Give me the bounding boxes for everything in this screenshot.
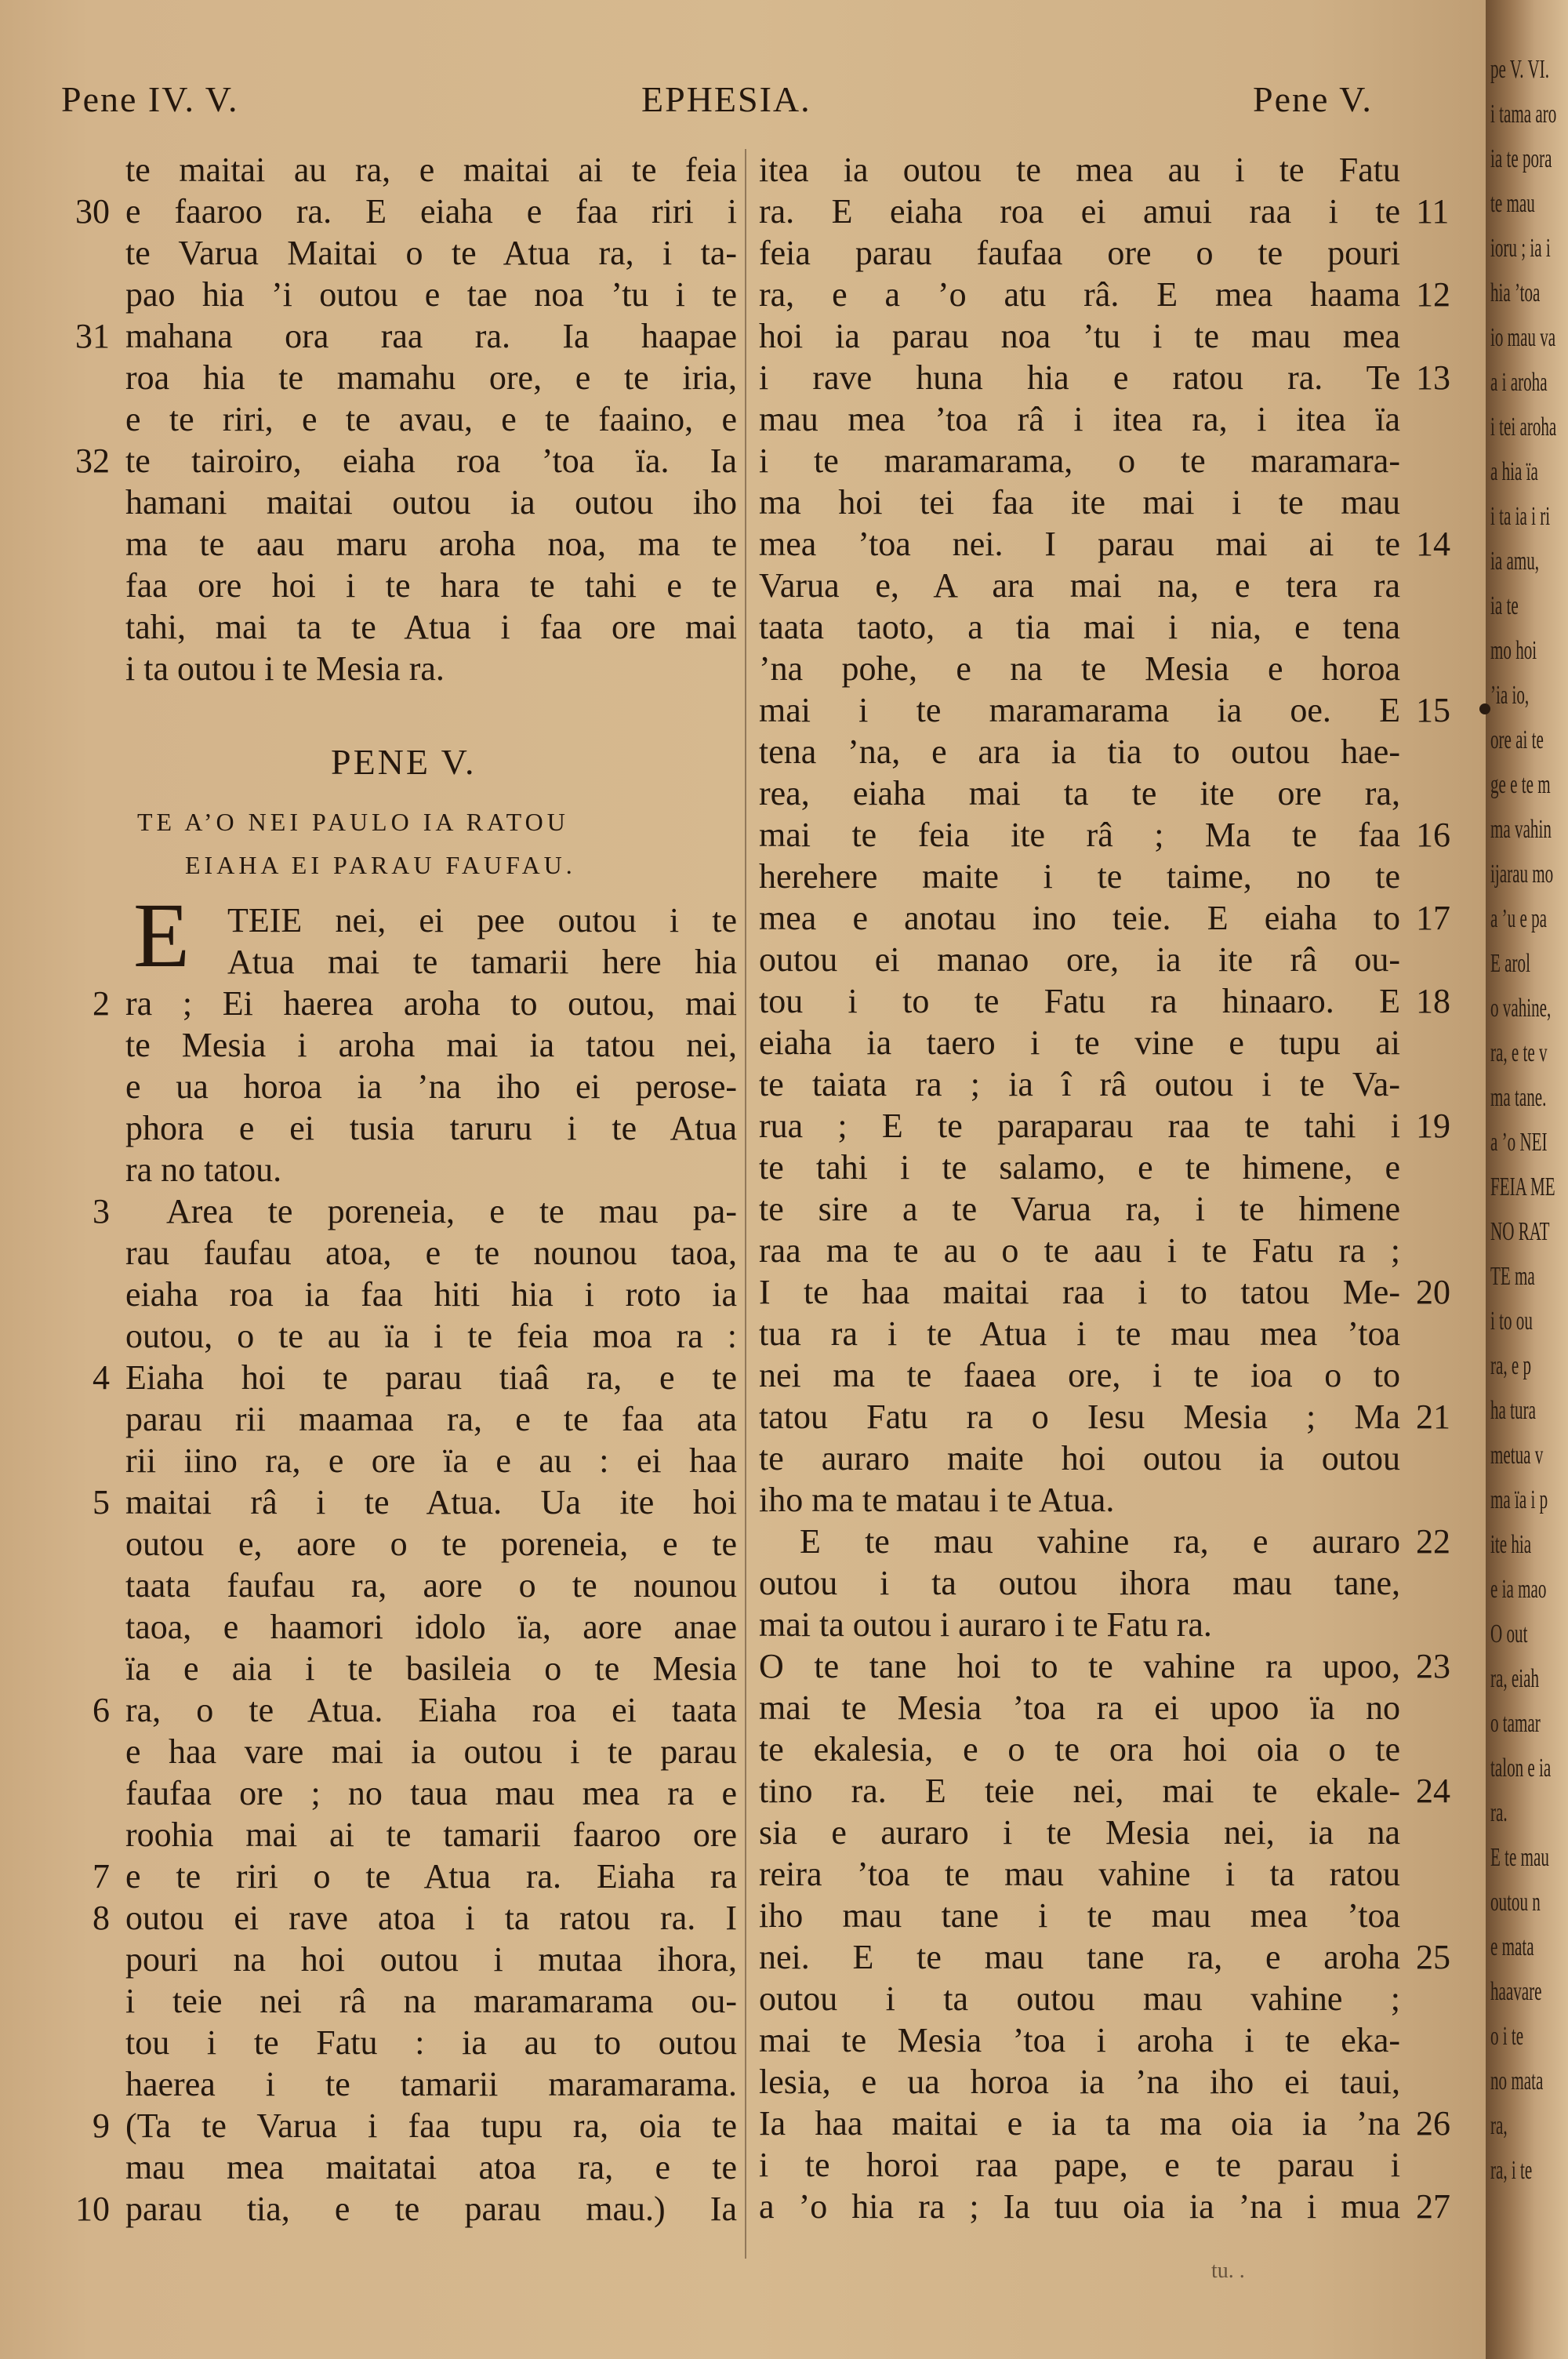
line-text: ma te aau maru aroha noa, ma te [125, 525, 737, 563]
running-head-left: Pene IV. V. [61, 79, 239, 119]
facing-page-fragment: ore ai te [1490, 725, 1544, 754]
text-line [93, 1856, 737, 1897]
line-text: I te haa maitai raa i to tatou Me- [759, 1273, 1400, 1311]
line-text: mau mea maitatai atoa ra, e te [125, 2148, 737, 2186]
text-line [759, 856, 1400, 897]
line-text: mea e anotau ino teie. E eiaha to [759, 899, 1400, 937]
text-line [125, 1731, 737, 1772]
facing-page-fragment: i to ou [1490, 1307, 1533, 1336]
facing-page-fragment: ite hia [1490, 1530, 1532, 1559]
text-line [759, 149, 1400, 191]
text-line [125, 1024, 737, 1066]
text-line [125, 1648, 737, 1689]
text-line [759, 274, 1450, 315]
facing-page-fragment: mo hoi [1490, 636, 1537, 665]
text-line [759, 1354, 1400, 1396]
line-text: outou i ta outou ihora mau tane, [759, 1564, 1400, 1602]
text-line [759, 1895, 1400, 1936]
line-text: mahana ora raa ra. Ia haapae [125, 317, 737, 355]
line-text: maitai râ i te Atua. Ua ite hoi [125, 1483, 737, 1521]
line-text: te auraro maite hoi outou ia outou [759, 1439, 1400, 1478]
line-text: E te mau vahine ra, e auraro [800, 1522, 1400, 1561]
text-line [759, 2019, 1400, 2061]
verse-number: 7 [93, 1857, 110, 1896]
line-text: ma hoi tei faa ite mai i te mau [759, 483, 1400, 522]
facing-page-fragment: e mata [1490, 1932, 1534, 1961]
facing-page-fragment: TE ma [1490, 1262, 1535, 1291]
text-line [125, 2146, 737, 2188]
facing-page-fragment: a i aroha [1490, 368, 1548, 397]
line-text: mea ’toa nei. I parau mai ai te [759, 525, 1400, 563]
text-line [75, 440, 737, 482]
chapter-title: PENE V. [331, 742, 477, 782]
line-text: lesia, e ua horoa ia ’na iho ei taui, [759, 2063, 1400, 2101]
facing-page-fragment: ijarau mo [1490, 860, 1554, 889]
text-line [125, 1066, 737, 1107]
verse-number: 31 [75, 317, 110, 355]
ink-dot [1479, 703, 1490, 714]
verse-number: 4 [93, 1358, 110, 1397]
text-line [759, 814, 1450, 856]
chapter-summary-line-2: EIAHA EI PARAU FAUFAU. [185, 851, 576, 879]
line-text: hoi ia parau noa ’tu i te mau mea [759, 317, 1400, 355]
line-text: Varua e, A ara mai na, e tera ra [759, 566, 1400, 605]
line-text: tino ra. E teie nei, mai te ekale- [759, 1772, 1400, 1810]
running-head-right: Pene V. [1253, 79, 1373, 119]
line-text: faufaa ore ; no taua mau mea ra e [125, 1774, 737, 1812]
verse-number: 6 [93, 1691, 110, 1729]
text-line [759, 1188, 1400, 1230]
facing-page-fragment: ra. [1490, 1798, 1508, 1827]
line-text: tena ’na, e ara ia tia to outou hae- [759, 732, 1400, 771]
line-text: rua ; E te paraparau raa te tahi i [759, 1107, 1400, 1145]
text-line [759, 1479, 1400, 1521]
text-line [125, 482, 737, 523]
text-line [759, 1271, 1450, 1313]
text-line [759, 1645, 1450, 1687]
facing-page-fragment: no mata [1490, 2066, 1544, 2095]
line-text: te Mesia i aroha mai ia tatou nei, [125, 1026, 737, 1064]
text-line [759, 2061, 1400, 2103]
line-text: roohia mai ai te tamarii faaroo ore [125, 1816, 737, 1854]
facing-page-fragment: ma ïa i p [1490, 1485, 1548, 1514]
facing-page-fragment: ra, i te [1490, 2156, 1533, 2185]
line-text: te tahi i te salamo, e te himene, e [759, 1148, 1400, 1187]
verse-number: 25 [1416, 1938, 1450, 1976]
text-line [125, 1939, 737, 1980]
facing-page-fragment: ia te [1490, 591, 1519, 620]
line-text: pouri na hoi outou i mutaa ihora, [125, 1940, 737, 1979]
text-line [759, 2103, 1450, 2144]
text-line [759, 1770, 1450, 1812]
facing-page-fragment: NO RAT [1490, 1217, 1550, 1246]
line-text: e te riri, e te avau, e te faaino, e [125, 400, 737, 438]
text-line [125, 1980, 737, 2022]
line-text: feia parau faufaa ore o te pouri [759, 234, 1400, 272]
line-text: mai te Mesia ’toa ra ei upoo ïa no [759, 1688, 1400, 1727]
verse-number: 13 [1416, 358, 1450, 397]
text-line [759, 1687, 1400, 1728]
line-text: rea, eiaha mai ta te ite ore ra, [759, 774, 1400, 812]
facing-page-fragment: ra, e p [1490, 1351, 1532, 1380]
verse-number: 16 [1416, 816, 1450, 854]
line-text: pao hia ’i outou e tae noa ’tu i te [125, 275, 737, 314]
facing-page-fragment: O out [1490, 1619, 1528, 1648]
text-line [125, 2063, 737, 2105]
text-line [759, 1438, 1400, 1479]
line-text: te taiata ra ; ia î râ outou i te Va- [759, 1065, 1400, 1103]
facing-page-fragment: talon e ia [1490, 1754, 1552, 1783]
text-line [759, 980, 1450, 1022]
facing-page-fragment: outou n [1490, 1888, 1541, 1917]
line-text: Atua mai te tamarii here hia [227, 943, 737, 981]
text-line [759, 648, 1400, 689]
facing-page-fragment: ioru ; ia i [1490, 234, 1551, 263]
text-line [759, 232, 1400, 274]
text-line [759, 939, 1400, 980]
text-line [759, 1313, 1400, 1354]
line-text: sia e auraro i te Mesia nei, ia na [759, 1813, 1400, 1852]
text-line [125, 565, 737, 606]
line-text: taata faufau ra, aore o te nounou [125, 1566, 737, 1605]
facing-page-fragment: ia amu, [1490, 547, 1540, 576]
line-text: roa hia te mamahu ore, e te iria, [125, 358, 737, 397]
line-text: outou e, aore o te poreneia, e te [125, 1525, 737, 1563]
line-text: mai te Mesia ’toa i aroha i te eka- [759, 2021, 1400, 2059]
text-line [125, 941, 737, 983]
text-line [125, 1814, 737, 1856]
facing-page-fragment: o i te [1490, 2022, 1524, 2051]
facing-page-edge [1486, 0, 1568, 2359]
line-text: e haa vare mai ia outou i te parau [125, 1732, 737, 1771]
facing-page-fragment: a ’u e pa [1490, 904, 1547, 933]
column-divider [745, 149, 746, 2259]
text-line [125, 1565, 737, 1606]
left-column-top [75, 149, 737, 689]
facing-page-fragment: ma vahin [1490, 815, 1552, 844]
text-line [759, 523, 1450, 565]
text-line [125, 1772, 737, 1814]
facing-page-fragment: pe V. VI. [1490, 55, 1549, 84]
text-line [125, 398, 737, 440]
line-text: haerea i te tamarii maramarama. [125, 2065, 737, 2103]
line-text: i rave huna hia e ratou ra. Te [759, 358, 1400, 397]
text-line [759, 606, 1400, 648]
verse-number: 30 [75, 192, 110, 231]
verse-number: 5 [93, 1483, 110, 1521]
line-text: nei. E te mau tane ra, e aroha [759, 1938, 1400, 1976]
line-text: e te riri o te Atua ra. Eiaha ra [125, 1857, 737, 1896]
line-text: i ta outou i te Mesia ra. [125, 649, 445, 688]
line-text: TEIE nei, ei pee outou i te [227, 901, 737, 940]
line-text: mau mea ’toa râ i itea ra, i itea ïa [759, 400, 1400, 438]
text-line [125, 357, 737, 398]
left-column-bottom [75, 900, 737, 2230]
line-text: te maitai au ra, e maitai ai te feia [125, 151, 737, 189]
facing-page-fragment: o tamar [1490, 1709, 1541, 1738]
verse-number: 32 [75, 442, 110, 480]
line-text: raa ma te au o te aau i te Fatu ra ; [759, 1231, 1400, 1270]
verse-number: 18 [1416, 982, 1450, 1020]
facing-page-fragment: io mau va [1490, 323, 1556, 352]
text-line [759, 2144, 1400, 2186]
line-text: i teie nei râ na maramarama ou- [125, 1982, 737, 2020]
line-text: parau tia, e te parau mau.) Ia [125, 2190, 737, 2228]
line-text: e ua horoa ia ’na iho ei perose- [125, 1067, 737, 1106]
text-line [125, 232, 737, 274]
line-text: mai ta outou i auraro i te Fatu ra. [759, 1605, 1212, 1644]
line-text: rau faufau atoa, e te nounou taoa, [125, 1234, 737, 1272]
text-line [125, 1315, 737, 1357]
facing-page-fragment: ra, eiah [1490, 1664, 1540, 1693]
text-line [125, 1232, 737, 1274]
line-text: mai i te maramarama ia oe. E [759, 691, 1400, 729]
text-line [125, 900, 737, 941]
line-text: te tairoiro, eiaha roa ’toa ïa. Ia [125, 442, 737, 480]
line-text: Ia haa maitai e ia ta ma oia ia ’na [759, 2104, 1400, 2143]
facing-page-fragment: ra, [1490, 2111, 1508, 2140]
text-line [125, 1149, 737, 1190]
text-line [759, 315, 1400, 357]
verse-number: 3 [93, 1192, 110, 1230]
verse-number: 11 [1416, 192, 1450, 231]
text-line [125, 523, 737, 565]
facing-page-fragment: haavare [1490, 1977, 1542, 2006]
verse-number: 12 [1416, 275, 1450, 314]
text-line [759, 565, 1400, 606]
facing-page-fragment: o vahine, [1490, 994, 1552, 1023]
text-line [125, 149, 737, 191]
line-text: Eiaha hoi te parau tiaâ ra, e te [125, 1358, 737, 1397]
text-line [759, 1562, 1400, 1604]
verse-number: 21 [1416, 1398, 1450, 1436]
line-text: ’na pohe, e na te Mesia e horoa [759, 649, 1400, 688]
text-line [759, 357, 1450, 398]
text-line [125, 606, 737, 648]
facing-page-fragment: ma tane. [1490, 1083, 1547, 1112]
text-line [759, 1936, 1450, 1978]
verse-number: 26 [1416, 2104, 1450, 2143]
text-line [125, 1523, 737, 1565]
line-text: reira ’toa te mau vahine i ta ratou [759, 1855, 1400, 1893]
text-line [759, 897, 1450, 939]
line-text: eiaha roa ia faa hiti hia i roto ia [125, 1275, 737, 1314]
text-line [759, 689, 1450, 731]
text-line [759, 440, 1400, 482]
verse-number: 15 [1416, 691, 1450, 729]
line-text: Area te poreneia, e te mau pa- [166, 1192, 737, 1230]
text-line [75, 2188, 737, 2230]
text-line [125, 1107, 737, 1149]
text-line [759, 398, 1400, 440]
text-line [125, 2022, 737, 2063]
line-text: iho ma te matau i te Atua. [759, 1481, 1115, 1519]
text-line [125, 1274, 737, 1315]
line-text: O te tane hoi to te vahine ra upoo, [759, 1647, 1400, 1685]
facing-page-fragment: ha tura [1490, 1396, 1536, 1425]
verse-number: 27 [1416, 2187, 1450, 2226]
line-text: ra, e a ’o atu râ. E mea haama [759, 275, 1400, 314]
line-text: tua ra i te Atua i te mau mea ’toa [759, 1314, 1400, 1353]
text-line [75, 315, 737, 357]
line-text: tahi, mai ta te Atua i faa ore mai [125, 608, 737, 646]
facing-page-fragment: i tei aroha [1490, 413, 1557, 442]
facing-page-fragment: a hia ïa [1490, 457, 1538, 486]
text-line [759, 1521, 1450, 1562]
facing-page-fragment: i ta ia i ri [1490, 502, 1551, 531]
line-text: te ekalesia, e o te ora hoi oia o te [759, 1730, 1400, 1768]
text-line [759, 2186, 1450, 2227]
verse-number: 24 [1416, 1772, 1450, 1810]
facing-page-fragment: ge e te m [1490, 770, 1551, 799]
text-line [93, 1481, 737, 1523]
text-line [125, 648, 737, 689]
text-line [93, 983, 737, 1024]
text-line [93, 1190, 737, 1232]
line-text: outou ei manao ore, ia ite râ ou- [759, 940, 1400, 979]
facing-page-fragment: hia ’toa [1490, 278, 1541, 307]
line-text: iho mau tane i te mau mea ’toa [759, 1896, 1400, 1935]
line-text: i te maramarama, o te maramara- [759, 442, 1400, 480]
verse-number: 20 [1416, 1273, 1450, 1311]
running-head-title: EPHESIA. [641, 79, 811, 119]
line-text: ra, o te Atua. Eiaha roa ei taata [125, 1691, 737, 1729]
line-text: nei ma te faaea ore, i te ioa o to [759, 1356, 1400, 1394]
text-line [125, 1398, 737, 1440]
verse-number: 23 [1416, 1647, 1450, 1685]
line-text: eiaha ia taero i te vine e tupu ai [759, 1023, 1400, 1062]
facing-page-fragment: e ia mao [1490, 1575, 1547, 1604]
facing-page-fragment: ra, e te v [1490, 1038, 1548, 1067]
facing-page-fragment: ia te pora [1490, 144, 1552, 173]
line-text: phora e ei tusia taruru i te Atua [125, 1109, 737, 1147]
text-line [759, 1812, 1400, 1853]
text-line [93, 2105, 737, 2146]
text-line [75, 191, 737, 232]
line-text: outou, o te au ïa i te feia moa ra : [125, 1317, 737, 1355]
line-text: ïa e aia i te basileia o te Mesia [125, 1649, 737, 1688]
verse-number: 8 [93, 1899, 110, 1937]
text-line [759, 191, 1450, 232]
text-line [759, 482, 1400, 523]
facing-page-fragment: metua v [1490, 1441, 1544, 1470]
line-text: ra. E eiaha roa ei amui raa i te [759, 192, 1400, 231]
line-text: taata taoto, a tia mai i nia, e tena [759, 608, 1400, 646]
line-text: tou i to te Fatu ra hinaaro. E [759, 982, 1400, 1020]
text-line [759, 1853, 1400, 1895]
line-text: ra ; Ei haerea aroha to outou, mai [125, 984, 737, 1023]
line-text: faa ore hoi i te hara te tahi e te [125, 566, 737, 605]
verse-number: 10 [75, 2190, 110, 2228]
line-text: tou i te Fatu : ia au to outou [125, 2023, 737, 2062]
line-text: a ’o hia ra ; Ia tuu oia ia ’na i mua [759, 2187, 1400, 2226]
line-text: herehere maite i te taime, no te [759, 857, 1400, 896]
verse-number: 9 [93, 2106, 110, 2145]
text-line [759, 1728, 1400, 1770]
verse-number: 2 [93, 984, 110, 1023]
facing-page-fragment: te mau [1490, 189, 1535, 218]
line-text: mai te feia ite râ ; Ma te faa [759, 816, 1400, 854]
text-line [759, 772, 1400, 814]
text-line [93, 1897, 737, 1939]
line-text: itea ia outou te mea au i te Fatu [759, 151, 1400, 189]
text-line [759, 1978, 1400, 2019]
line-text: e faaroo ra. E eiaha e faa riri i [125, 192, 737, 231]
line-text: ra no tatou. [125, 1150, 282, 1189]
text-line [759, 1147, 1400, 1188]
text-line [759, 1022, 1400, 1063]
verse-number: 22 [1416, 1522, 1450, 1561]
text-line [759, 1105, 1450, 1147]
text-line [759, 731, 1400, 772]
line-text: (Ta te Varua i faa tupu ra, oia te [125, 2106, 737, 2145]
facing-page-fragment: E te mau [1490, 1843, 1549, 1872]
right-column [759, 149, 1450, 2227]
text-line [125, 274, 737, 315]
line-text: taoa, e haamori idolo ïa, aore anae [125, 1608, 737, 1646]
verse-number: 17 [1416, 899, 1450, 937]
line-text: hamani maitai outou ia outou iho [125, 483, 737, 522]
verse-number: 14 [1416, 525, 1450, 563]
drop-cap: E [133, 884, 191, 987]
verse-number: 19 [1416, 1107, 1450, 1145]
text-line [759, 1063, 1400, 1105]
text-line [93, 1357, 737, 1398]
facing-page-fragment: a ’o NEI [1490, 1128, 1548, 1157]
text-line [759, 1604, 1400, 1645]
facing-page-fragment: E arol [1490, 949, 1530, 978]
line-text: parau rii maamaa ra, e te faa ata [125, 1400, 737, 1438]
text-line [759, 1230, 1400, 1271]
line-text: outou i ta outou mau vahine ; [759, 1979, 1400, 2018]
line-text: tatou Fatu ra o Iesu Mesia ; Ma [759, 1398, 1400, 1436]
line-text: i te horoi raa pape, e te parau i [759, 2146, 1400, 2184]
facing-page-fragment: ’ia io, [1490, 681, 1530, 710]
line-text: te sire a te Varua ra, i te himene [759, 1190, 1400, 1228]
text-line [759, 1396, 1450, 1438]
line-text: outou ei rave atoa i ta ratou ra. I [125, 1899, 737, 1937]
chapter-summary-line-1: TE A’O NEI PAULO IA RATOU [137, 808, 569, 836]
text-line [125, 1440, 737, 1481]
line-text: te Varua Maitai o te Atua ra, i ta- [125, 234, 737, 272]
line-text: rii iino ra, e ore ïa e au : ei haa [125, 1441, 737, 1480]
page-mark: tu. . [1211, 2259, 1245, 2283]
facing-page-fragment: FEIA ME [1490, 1172, 1555, 1201]
text-line [125, 1606, 737, 1648]
facing-page-fragment: i tama aro [1490, 100, 1557, 129]
text-line [93, 1689, 737, 1731]
